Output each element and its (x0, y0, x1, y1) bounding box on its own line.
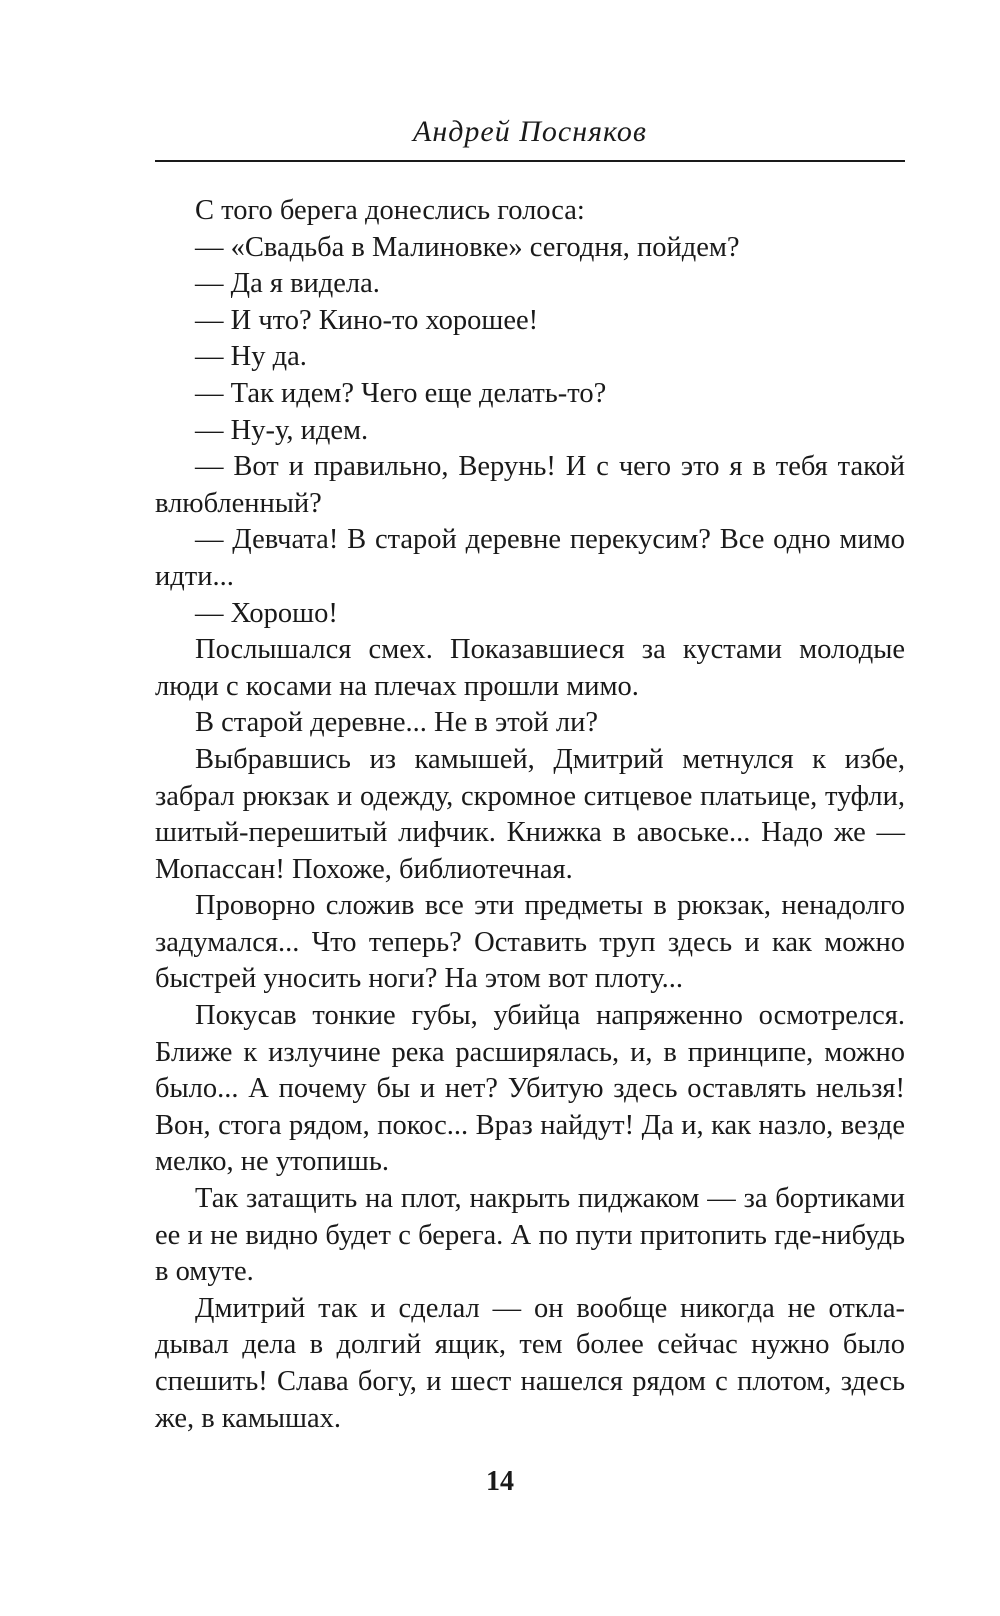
paragraph: В старой деревне... Не в этой ли? (195, 707, 599, 739)
paragraph: Покусав тонкие губы, убийца напряженно осмотрелся. Ближе к излучине река расширялась, и, в принципе, можно было... А почему бы и нет? Убитую здесь оставлять нельзя! Вон, стога рядом, покос... Враз найдут! Да и, как назло, везде мелко, не утопишь. (155, 1000, 905, 1178)
page-number: 14 (486, 1466, 514, 1497)
paragraph: — Ну-у, идем. (195, 414, 369, 446)
paragraph: — Так идем? Чего еще делать-то? (195, 377, 607, 409)
paragraph: С того берега донеслись голоса: (195, 195, 585, 226)
paragraph: Послышался смех. Показавшиеся за кустами молодые люди с косами на плечах прошли мимо. (155, 634, 905, 702)
paragraph: Дмитрий так и сделал — он вообще никогда не откладывал дела в долгий ящик, тем более сейчас нужно было спешить! Слава богу, и шест нашелся рядом с плотом, здесь же, в камышах. (155, 1292, 905, 1434)
paragraph: — Девчата! В старой деревне перекусим? Все одно мимо идти... (155, 524, 905, 592)
paragraph: Проворно сложив все эти предметы в рюкзак, ненадолго задумался... Что теперь? Оставить труп здесь и как можно быстрей уносить ноги? На этом вот плоту... (155, 890, 905, 995)
paragraph: — Ну да. (195, 341, 307, 373)
paragraph: — Хорошо! (195, 597, 338, 629)
running-head-author: Андрей Посняков (413, 115, 647, 148)
paragraph: Выбравшись из камышей, Дмитрий метнулся к избе, забрал рюкзак и одежду, скромное ситцевое платьице, туфли, шитый-перешитый лифчик. Книжка в авоське... Надо же — Мопассан! Похоже, библиотечная. (155, 743, 905, 885)
paragraph: — Вот и правильно, Верунь! И с чего это я в тебя такой влюбленный? (155, 451, 905, 519)
body-text (155, 193, 905, 1437)
paragraph: Так затащить на плот, накрыть пиджаком — за бортиками ее и не видно будет с берега. А по пути притопить где-нибудь в омуте. (155, 1183, 905, 1288)
header-rule (155, 160, 905, 162)
paragraph: — Да я видела. (195, 268, 380, 300)
paragraph: — И что? Кино-то хорошее! (195, 304, 539, 336)
paragraph: — «Свадьба в Малиновке» сегодня, пойдем? (195, 231, 740, 263)
